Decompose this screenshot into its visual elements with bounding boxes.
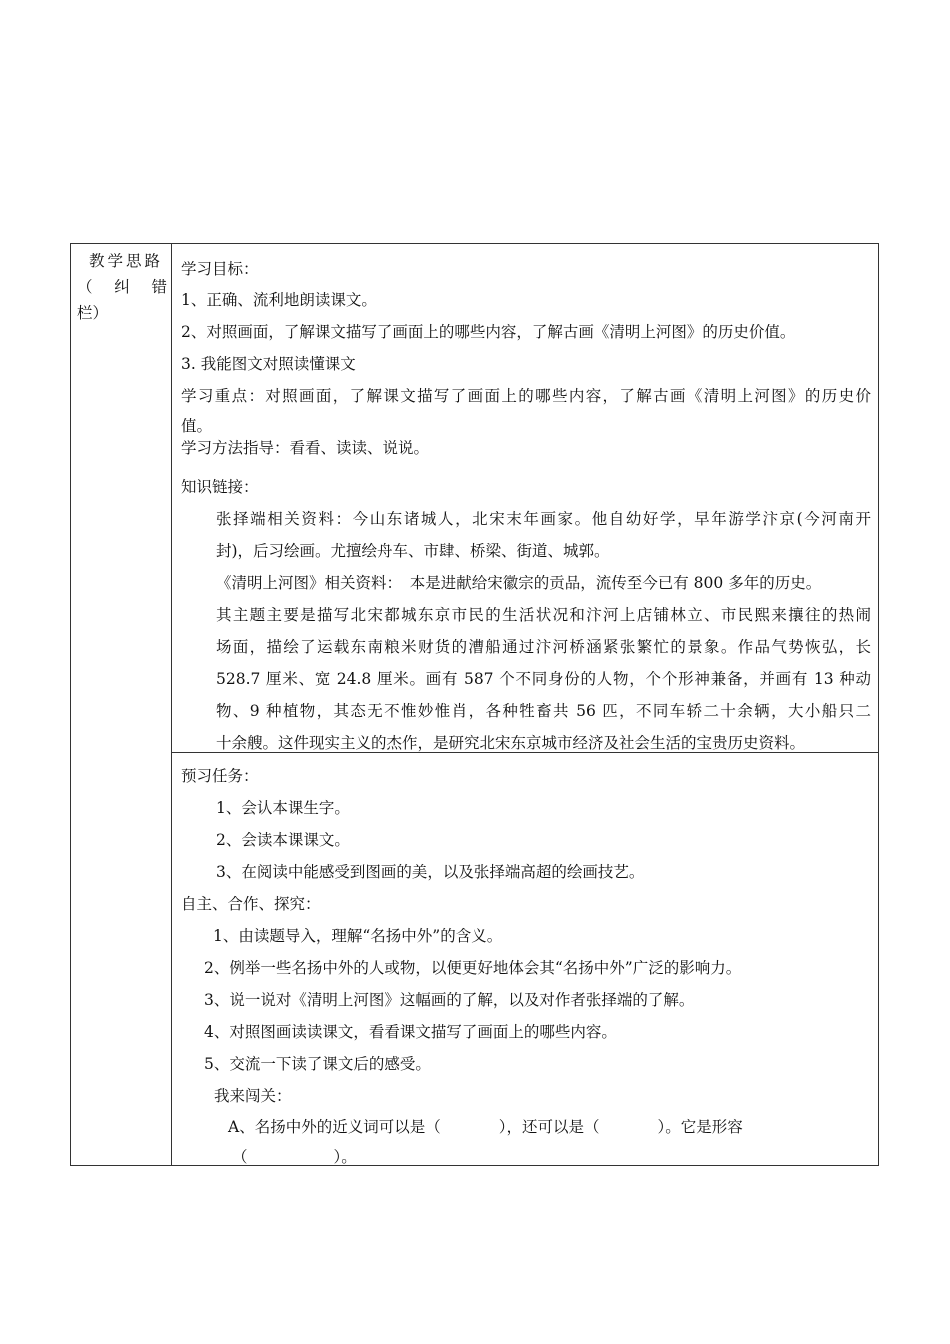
goal-3: 3. 我能图文对照读懂课文 [181,355,356,373]
preview-title: 预习任务： [181,767,259,785]
explore-item-1: 1、由读题导入，理解“名扬中外”的含义。 [213,927,503,945]
explore-item-4: 4、对照图画读读课文，看看课文描写了画面上的哪些内容。 [204,1023,617,1041]
zhang-line-2: 封)，后习绘画。尤擅绘舟车、市肆、桥梁、街道、城郭。 [216,542,610,560]
focus-line-1: 学习重点：对照画面，了解课文描写了画面上的哪些内容，了解古画《清明上河图》的历史价 [181,387,871,405]
left-label-line1: 教学思路 [89,252,164,270]
explore-item-5: 5、交流一下读了课文后的感受。 [204,1055,431,1073]
focus-line-2: 值。 [181,417,213,435]
question-a-text-1: A、名扬中外的近义词可以是（ [228,1118,441,1136]
painting-line-2: 其主题主要是描写北宋都城东京市民的生活状况和汴河上店铺林立、市民熙来攘往的热闹 [216,606,871,624]
left-label-char: 纠 [114,278,130,296]
paren-open: （ [232,1148,248,1166]
goal-2: 2、对照画面，了解课文描写了画面上的哪些内容，了解古画《清明上河图》的历史价值。 [181,323,796,341]
question-a [228,1115,743,1137]
explore-item-3: 3、说一说对《清明上河图》这幅画的了解，以及对作者张择端的了解。 [204,991,695,1009]
painting-line-3: 场面，描绘了运载东南粮米财货的漕船通过汴河桥涵紧张繁忙的景象。作品气势恢弘，长 [216,638,871,656]
paren-close: ）。 [333,1148,357,1166]
preview-item-1: 1、会认本课生字。 [216,799,350,817]
preview-item-2: 2、会读本课课文。 [216,831,350,849]
question-a-continued [232,1145,357,1167]
challenge-title: 我来闯关： [214,1087,292,1105]
question-a-text-3: ）。它是形容 [657,1118,743,1136]
explore-item-2: 2、例举一些名扬中外的人或物，以便更好地体会其“名扬中外”广泛的影响力。 [204,959,742,977]
goals-title: 学习目标： [181,260,259,278]
goal-1: 1、正确、流利地朗读课文。 [181,291,377,309]
preview-item-3: 3、在阅读中能感受到图画的美，以及张择端高超的绘画技艺。 [216,863,645,881]
column-divider [171,244,172,1165]
explore-title: 自主、合作、探究： [181,895,321,913]
question-a-text-2: ），还可以是（ [498,1118,600,1136]
method-line: 学习方法指导：看看、读读、说说。 [181,439,430,457]
left-label-char: 错 [151,278,167,296]
painting-line-4: 528.7 厘米、宽 24.8 厘米。画有 587 个不同身份的人物，个个形神兼备，并画有 13 种动 [216,670,871,688]
left-label-line2 [77,274,167,300]
painting-line-6: 十余艘。这件现实主义的杰作，是研究北宋东京城市经济及社会生活的宝贵历史资料。 [216,734,806,752]
knowledge-title: 知识链接： [181,478,259,496]
left-column-label [77,248,167,326]
left-label-char: （ [77,278,93,296]
left-label-line3: 栏） [77,304,109,322]
painting-line-5: 物、9 种植物，其态无不惟妙惟肖，各种牲畜共 56 匹，不同车轿二十余辆，大小船只二 [216,702,871,720]
lesson-table [70,243,879,1166]
painting-line-1: 《清明上河图》相关资料： 本是进献给宋徽宗的贡品，流传至今已有 800 多年的历史。 [216,574,822,592]
zhang-line-1: 张择端相关资料：今山东诸城人，北宋末年画家。他自幼好学，早年游学汴京(今河南开 [216,510,871,528]
